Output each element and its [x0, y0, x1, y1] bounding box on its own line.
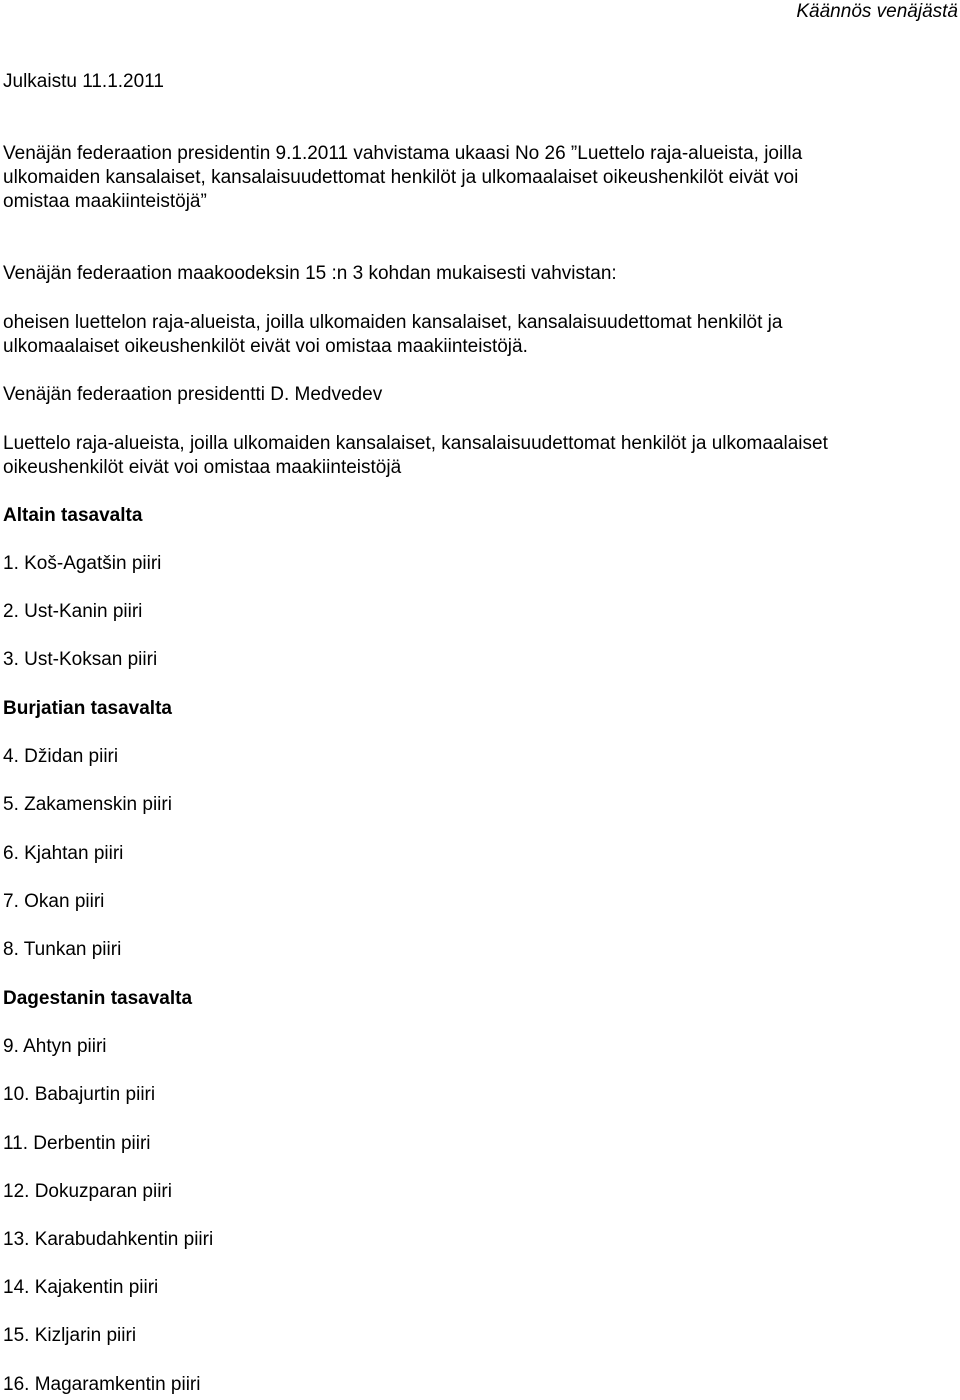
list-title-line: Luettelo raja-alueista, joilla ulkomaiden kansalaiset, kansalaisuudettomat henkilöt ja ulkomaalaiset — [3, 433, 828, 454]
district-item: 6. Kjahtan piiri — [3, 843, 124, 864]
approval-text — [3, 311, 953, 359]
region-heading: Altain tasavalta — [3, 505, 143, 526]
district-item: 12. Dokuzparan piiri — [3, 1181, 172, 1202]
list-title — [3, 432, 953, 480]
district-item: 10. Babajurtin piiri — [3, 1084, 156, 1105]
district-item: 16. Magaramkentin piiri — [3, 1374, 201, 1395]
decree-title-line: omistaa maakiinteistöjä” — [3, 191, 207, 212]
district-item: 8. Tunkan piiri — [3, 939, 122, 960]
region-heading: Burjatian tasavalta — [3, 698, 172, 719]
approval-line: oheisen luettelon raja-alueista, joilla ulkomaiden kansalaiset, kansalaisuudettomat henkilöt ja — [3, 312, 783, 333]
decree-title-line: ulkomaiden kansalaiset, kansalaisuudettomat henkilöt ja ulkomaalaiset oikeushenkilöt eivät voi — [3, 167, 799, 188]
district-item: 13. Karabudahkentin piiri — [3, 1229, 214, 1250]
district-item: 7. Okan piiri — [3, 891, 105, 912]
district-item: 2. Ust-Kanin piiri — [3, 601, 143, 622]
decree-title-line: Venäjän federaation presidentin 9.1.2011 vahvistama ukaasi No 26 ”Luettelo raja-alueista, joilla — [3, 143, 803, 164]
legal-basis: Venäjän federaation maakoodeksin 15 :n 3 kohdan mukaisesti vahvistan: — [3, 263, 617, 284]
region-heading: Dagestanin tasavalta — [3, 988, 193, 1009]
approval-line: ulkomaalaiset oikeushenkilöt eivät voi omistaa maakiinteistöjä. — [3, 336, 528, 357]
district-item: 9. Ahtyn piiri — [3, 1036, 107, 1057]
translation-note: Käännös venäjästä — [796, 1, 958, 22]
district-item: 11. Derbentin piiri — [3, 1133, 151, 1154]
decree-title — [3, 142, 953, 214]
signature: Venäjän federaation presidentti D. Medvedev — [3, 384, 383, 405]
district-item: 14. Kajakentin piiri — [3, 1277, 159, 1298]
list-title-line: oikeushenkilöt eivät voi omistaa maakiinteistöjä — [3, 457, 402, 478]
district-item: 4. Džidan piiri — [3, 746, 119, 767]
district-item: 3. Ust-Koksan piiri — [3, 649, 158, 670]
district-item: 1. Koš-Agatšin piiri — [3, 553, 162, 574]
publication-date: Julkaistu 11.1.2011 — [3, 71, 164, 92]
district-item: 5. Zakamenskin piiri — [3, 794, 172, 815]
district-item: 15. Kizljarin piiri — [3, 1325, 137, 1346]
